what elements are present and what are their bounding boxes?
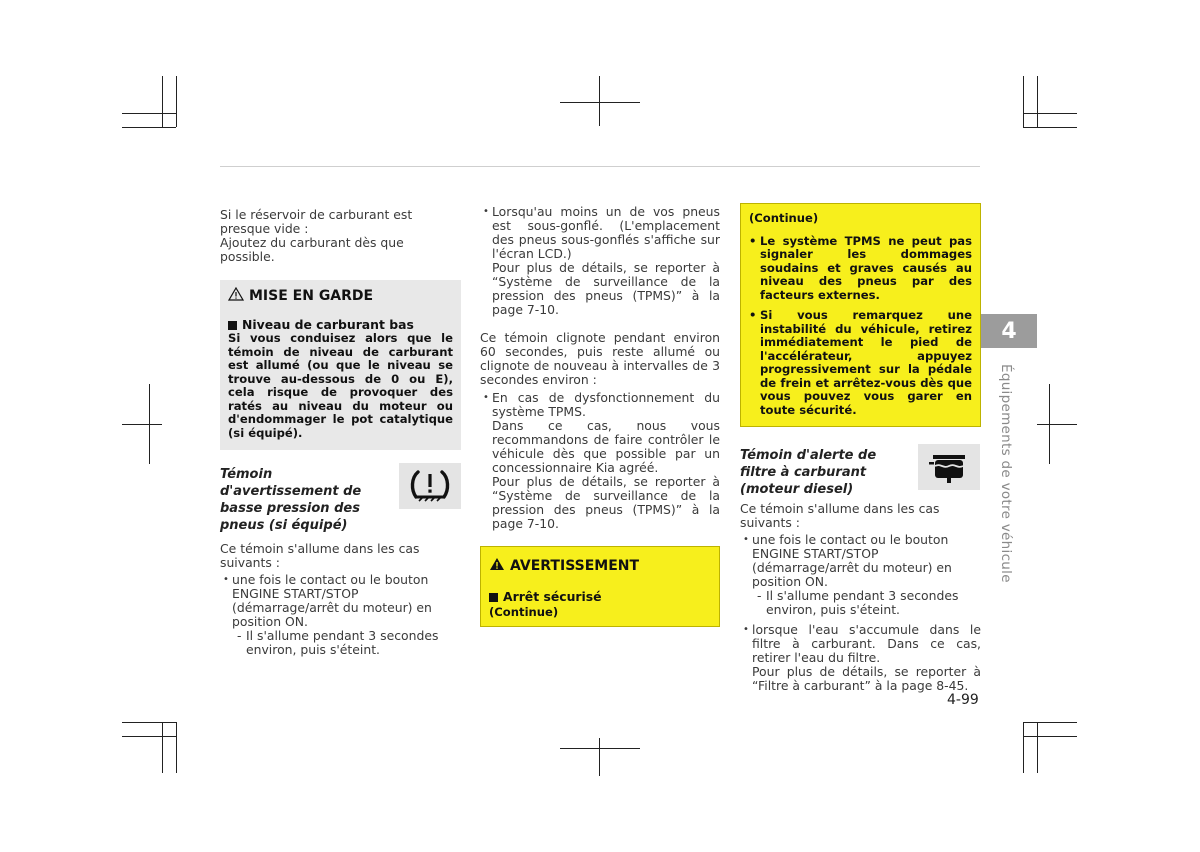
fuel-filter-intro: Ce témoin s'allume dans les cas suivants :	[740, 501, 940, 530]
tpms-more-details-1: Pour plus de détails, se reporter à “Système de surveillance de la pression des pneus (TPMS)” à la page 7-10.	[492, 260, 720, 317]
warning-triangle-icon	[489, 557, 505, 574]
caution-title: MISE EN GARDE	[228, 287, 453, 304]
warning-subtitle: Arrêt sécurisé	[489, 590, 711, 604]
tpms-bullet-malfunction: • En cas de dysfonctionnement du système TPMS.	[480, 391, 720, 419]
tpms-dash-duration: - Il s'allume pendant 3 secondes environ, puis s'éteint.	[220, 629, 461, 657]
warning-continue: (Continue)	[489, 605, 559, 619]
page-number: 4-99	[947, 692, 979, 708]
chapter-tab: 4	[981, 314, 1037, 348]
tpms-bullet-underinflated: • Lorsqu'au moins un de vos pneus est sous-gonflé. (L'emplacement des pneus sous-gonflés s'affiche sur l'écran LCD.)	[480, 205, 720, 261]
tpms-section-header	[220, 466, 461, 534]
chapter-title-vertical: Équipements de votre véhicule	[998, 364, 1014, 583]
fuel-filter-more-details: Pour plus de détails, se reporter à “Filtre à carburant” à la page 8-45.	[752, 664, 981, 693]
header-rule	[220, 166, 980, 167]
square-bullet-icon	[489, 593, 498, 602]
fuel-filter-dash-duration: - Il s'allume pendant 3 secondes environ, puis s'éteint.	[740, 589, 981, 617]
fuel-filter-icon	[918, 444, 980, 490]
warning-box	[480, 546, 720, 627]
tpms-blink-paragraph: Ce témoin clignote pendant environ 60 secondes, puis reste allumé ou clignote de nouveau à intervalles de 3 secondes environ :	[480, 330, 720, 387]
fuel-filter-section-title: Témoin d'alerte de filtre à carburant (moteur diesel)	[740, 448, 877, 497]
fuel-low-intro: Si le réservoir de carburant est presque vide :	[220, 207, 413, 236]
tpms-intro: Ce témoin s'allume dans les cas suivants :	[220, 541, 420, 570]
warning-title: AVERTISSEMENT	[489, 557, 711, 574]
column-middle	[480, 205, 720, 627]
caution-triangle-icon	[228, 287, 244, 304]
warning-item-tpms-limit: • Le système TPMS ne peut pas signaler les dommages soudains et graves causés au niveau des pneus par des facteurs externes.	[749, 235, 972, 303]
tpms-more-details-2: Pour plus de détails, se reporter à “Système de surveillance de la pression des pneus (TPMS)” à la page 7-10.	[492, 474, 720, 531]
fuel-filter-section-header	[740, 447, 981, 498]
tpms-dealer-advice: Dans ce cas, nous vous recommandons de faire contrôler le véhicule dès que possible par un concessionnaire Kia agréé.	[492, 418, 720, 475]
fuel-low-action: Ajoutez du carburant dès que possible.	[220, 235, 404, 264]
warning-continued-label: (Continue)	[749, 211, 819, 225]
warning-item-instability: • Si vous remarquez une instabilité du véhicule, retirez immédiatement le pied de l'accélérateur, appuyez progressivement sur la pédale de frein et arrêtez-vous dès que vous pouvez vous garer en toute sécurité.	[749, 309, 972, 417]
tpms-bullet-ignition: • une fois le contact ou le bouton ENGINE START/STOP (démarrage/arrêt du moteur) en position ON.	[220, 573, 461, 629]
caution-box	[220, 280, 461, 450]
caution-body: Si vous conduisez alors que le témoin de niveau de carburant est allumé (ou que le niveau se trouve au-dessous de 0 ou E), cela risque de provoquer des ratés au niveau du moteur ou d'endommager le pot catalytique (si équipé).	[228, 331, 453, 440]
tpms-section-title: Témoin d'avertissement de basse pression des pneus (si équipé)	[220, 467, 362, 533]
caution-subtitle: Niveau de carburant bas	[228, 318, 453, 332]
column-left	[220, 206, 461, 657]
fuel-filter-bullet-ignition: • une fois le contact ou le bouton ENGINE START/STOP (démarrage/arrêt du moteur) en position ON.	[740, 533, 981, 589]
tpms-warning-icon	[399, 463, 461, 509]
square-bullet-icon	[228, 321, 237, 330]
warning-continued-box	[740, 203, 981, 427]
column-right	[740, 203, 981, 693]
fuel-filter-bullet-water: • lorsque l'eau s'accumule dans le filtre à carburant. Dans ce cas, retirer l'eau du filtre.	[740, 623, 981, 665]
